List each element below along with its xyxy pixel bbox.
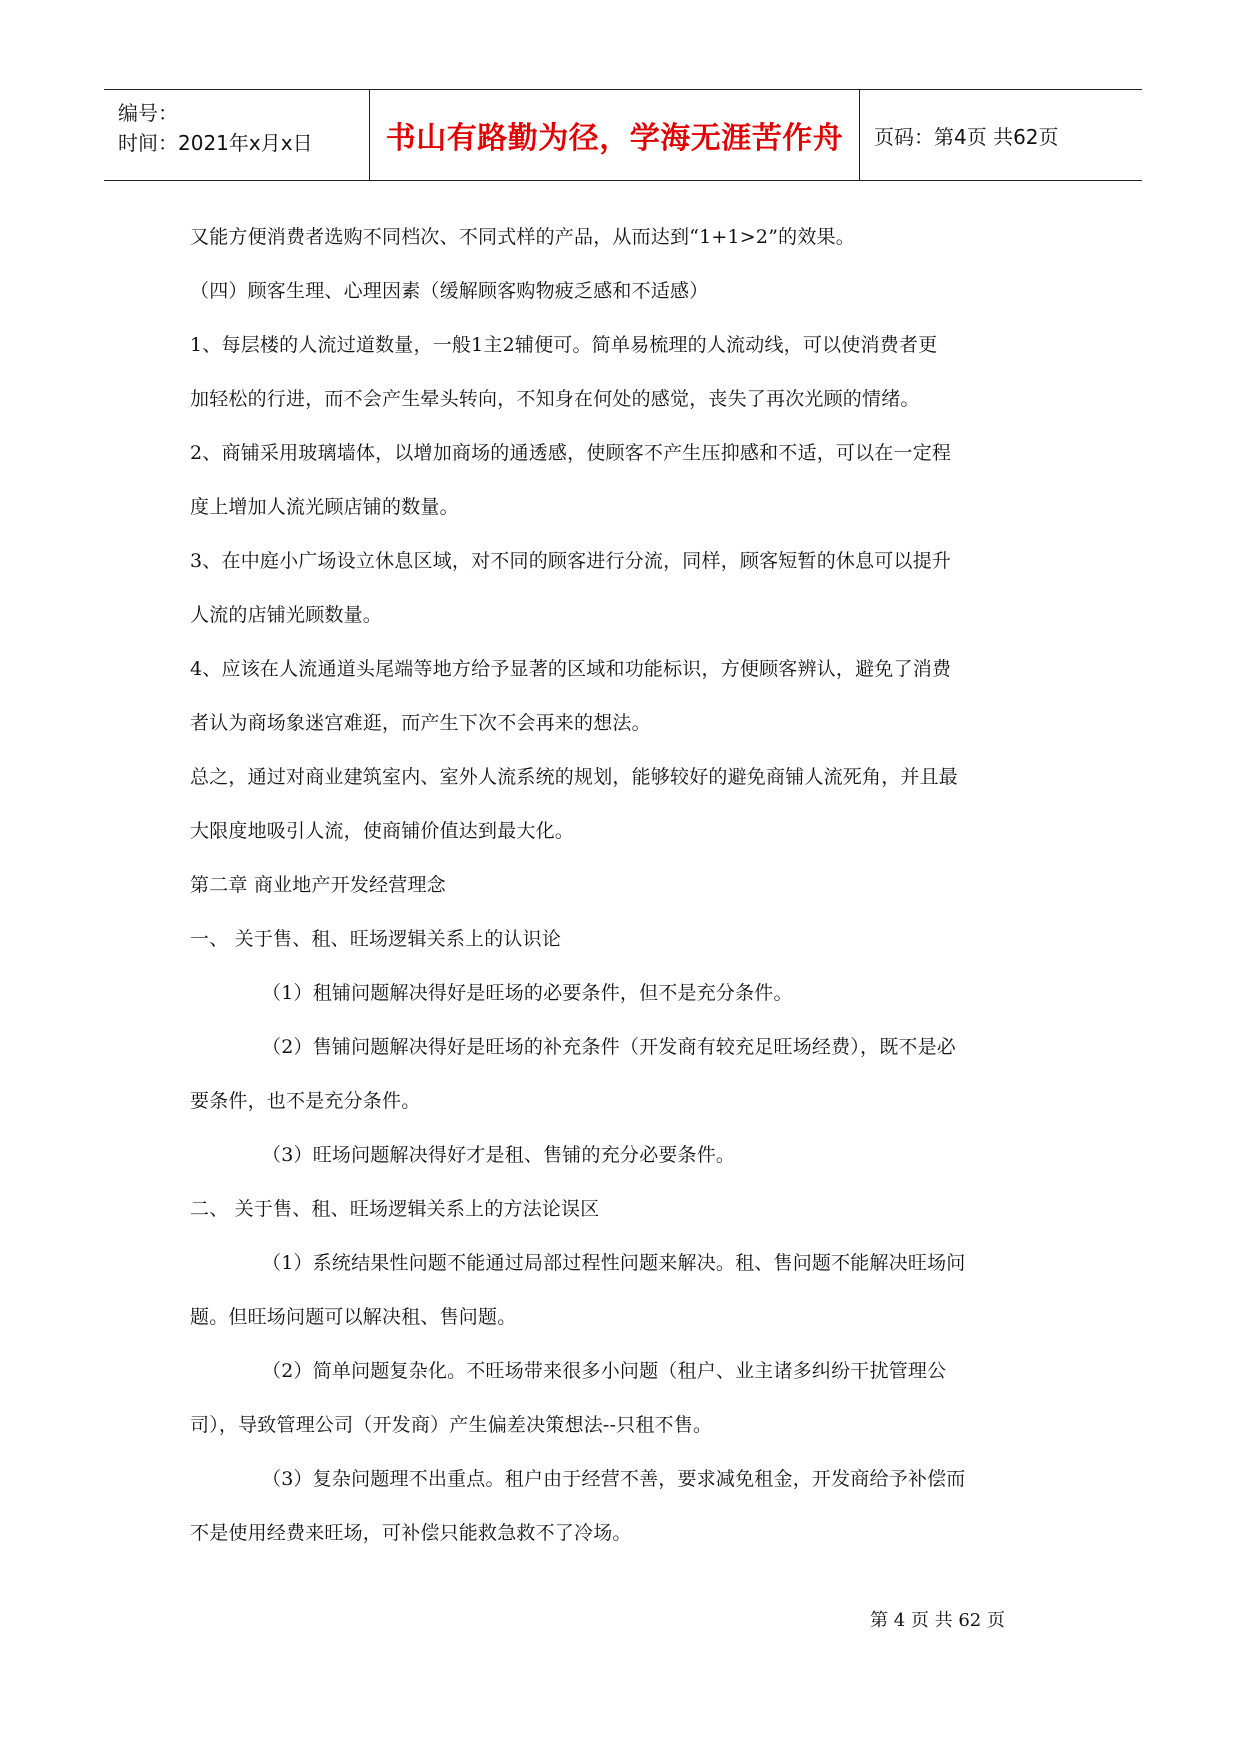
body-line: 加轻松的行进，而不会产生晕头转向，不知身在何处的感觉，丧失了再次光顾的情绪。 [190,388,920,410]
header-motto: 书山有路勤为径，学海无涯苦作舟 [385,121,844,156]
header-motto-cell [370,90,860,180]
header-page-cell [860,90,1142,180]
body-line: 4、应该在人流通道头尾端等地方给予显著的区域和功能标识，方便顾客辨认，避免了消费 [190,658,952,680]
body-line: （四）顾客生理、心理因素（缓解顾客购物疲乏感和不适感） [190,280,709,302]
document-time: 时间：2021年x月x日 [118,131,313,155]
body-line: 司），导致管理公司（开发商）产生偏差决策想法--只租不售。 [190,1414,713,1436]
body-line: 大限度地吸引人流，使商铺价值达到最大化。 [190,820,575,842]
header-meta [104,90,370,180]
body-line: 者认为商场象迷宫难逛，而产生下次不会再来的想法。 [190,712,651,734]
page-footer: 第 4 页 共 62 页 [870,1610,1005,1631]
body-line: 不是使用经费来旺场，可补偿只能救急救不了冷场。 [190,1522,632,1544]
body-line: 人流的店铺光顾数量。 [190,604,383,626]
body-line: （2）售铺问题解决得好是旺场的补充条件（开发商有较充足旺场经费），既不是必 [262,1036,956,1058]
section-heading: 二、 关于售、租、旺场逻辑关系上的方法论误区 [190,1198,600,1220]
section-heading: 一、 关于售、租、旺场逻辑关系上的认识论 [190,928,562,950]
body-line: 3、在中庭小广场设立休息区域，对不同的顾客进行分流，同样，顾客短暂的休息可以提升 [190,550,952,572]
body-line: 题。但旺场问题可以解决租、售问题。 [190,1306,517,1328]
body-line: 要条件，也不是充分条件。 [190,1090,421,1112]
document-header [104,89,1142,181]
header-page-info: 页码：第4页 共62页 [874,124,1059,149]
body-line: 1、每层楼的人流过道数量，一般1主2辅便可。简单易梳理的人流动线，可以使消费者更 [190,334,938,356]
body-line: （1）系统结果性问题不能通过局部过程性问题来解决。租、售问题不能解决旺场问 [262,1252,966,1274]
body-line: （2）简单问题复杂化。不旺场带来很多小问题（租户、业主诸多纠纷干扰管理公 [262,1360,947,1382]
body-line: 总之，通过对商业建筑室内、室外人流系统的规划，能够较好的避免商铺人流死角，并且最 [190,766,959,788]
body-line: （3）复杂问题理不出重点。租户由于经营不善，要求减免租金，开发商给予补偿而 [262,1468,966,1490]
body-line: 2、商铺采用玻璃墙体，以增加商场的通透感，使顾客不产生压抑感和不适，可以在一定程 [190,442,952,464]
chapter-heading: 第二章 商业地产开发经营理念 [190,874,446,896]
body-line: （1）租铺问题解决得好是旺场的必要条件，但不是充分条件。 [262,982,793,1004]
document-number-label: 编号： [118,101,178,125]
body-line: 又能方便消费者选购不同档次、不同式样的产品，从而达到“1+1>2”的效果。 [190,226,855,248]
body-line: （3）旺场问题解决得好才是租、售铺的充分必要条件。 [262,1144,736,1166]
body-line: 度上增加人流光顾店铺的数量。 [190,496,459,518]
